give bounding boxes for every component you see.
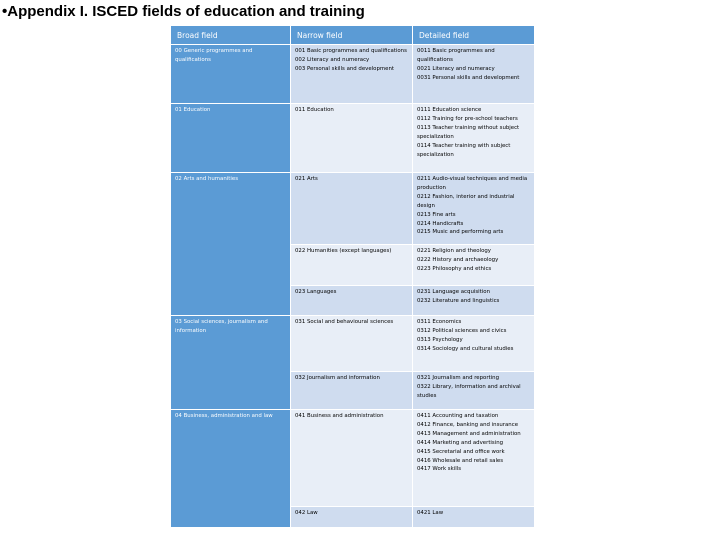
narrow-field-item: 022 Humanities (except languages): [295, 248, 392, 254]
table-row: [171, 45, 535, 104]
detailed-field-cell: [413, 173, 535, 245]
narrow-field-cell: [291, 173, 413, 245]
detailed-field-item: 0321 Journalism and reporting: [417, 375, 500, 381]
detailed-field-cell: [413, 507, 535, 528]
detailed-field-item: 0311 Economics: [417, 319, 462, 325]
narrow-field-cell: [291, 410, 413, 507]
detailed-field-cell: [413, 286, 535, 316]
broad-field-cell: 00 Generic programmes and qualifications: [171, 45, 291, 104]
detailed-field-item: 0421 Law: [417, 510, 444, 516]
narrow-field-cell: [291, 286, 413, 316]
narrow-field-item: 002 Literacy and numeracy: [295, 56, 370, 63]
detailed-field-item: 0322 Library, information and archival studies: [417, 383, 521, 399]
table-header-row: [171, 26, 535, 45]
narrow-field-cell: [291, 372, 413, 410]
narrow-field-item: 041 Business and administration: [295, 413, 384, 419]
narrow-field-cell: [291, 507, 413, 528]
table-row: [171, 316, 535, 372]
detailed-field-item: 0114 Teacher training with subject specialization: [417, 142, 511, 158]
header-narrow-field: Narrow field: [291, 26, 413, 45]
detailed-field-item: 0111 Education science: [417, 107, 482, 113]
broad-field-cell: 04 Business, administration and law: [171, 410, 291, 528]
table-row: [171, 104, 535, 173]
detailed-field-item: 0223 Philosophy and ethics: [417, 265, 492, 272]
detailed-field-item: 0414 Marketing and advertising: [417, 439, 504, 446]
detailed-field-cell: [413, 45, 535, 104]
detailed-field-item: 0411 Accounting and taxation: [417, 413, 499, 419]
detailed-field-item: 0213 Fine arts: [417, 211, 456, 218]
isced-fields-table: [170, 25, 535, 528]
detailed-field-cell: [413, 104, 535, 173]
page-title: •Appendix I. ISCED fields of education and training: [2, 3, 365, 20]
detailed-field-item: 0214 Handicrafts: [417, 220, 464, 227]
narrow-field-item: 031 Social and behavioural sciences: [295, 319, 394, 325]
detailed-field-item: 0312 Political sciences and civics: [417, 327, 507, 334]
detailed-field-item: 0313 Psychology: [417, 336, 463, 343]
detailed-field-item: 0222 History and archaeology: [417, 256, 499, 263]
detailed-field-item: 0215 Music and performing arts: [417, 229, 504, 236]
detailed-field-item: 0416 Wholesale and retail sales: [417, 457, 504, 464]
narrow-field-item: 011 Education: [295, 107, 334, 113]
narrow-field-cell: [291, 316, 413, 372]
detailed-field-cell: [413, 316, 535, 372]
header-broad-field: Broad field: [171, 26, 291, 45]
broad-field-cell: 01 Education: [171, 104, 291, 173]
narrow-field-cell: [291, 245, 413, 286]
narrow-field-item: 023 Languages: [295, 289, 337, 295]
detailed-field-item: 0231 Language acquisition: [417, 289, 490, 295]
detailed-field-item: 0112 Training for pre-school teachers: [417, 115, 518, 122]
detailed-field-item: 0412 Finance, banking and insurance: [417, 421, 519, 428]
detailed-field-item: 0417 Work skills: [417, 466, 462, 473]
table-row: [171, 173, 535, 245]
broad-field-cell: 02 Arts and humanities: [171, 173, 291, 316]
detailed-field-item: 0211 Audio-visual techniques and media production: [417, 176, 528, 191]
detailed-field-item: 0021 Literacy and numeracy: [417, 65, 495, 72]
narrow-field-cell: [291, 45, 413, 104]
detailed-field-cell: [413, 372, 535, 410]
detailed-field-item: 0415 Secretarial and office work: [417, 448, 505, 455]
narrow-field-item: 001 Basic programmes and qualifications: [295, 48, 407, 54]
narrow-field-item: 032 Journalism and information: [295, 375, 380, 381]
detailed-field-item: 0413 Management and administration: [417, 430, 521, 437]
table-row: [171, 410, 535, 507]
broad-field-cell: 03 Social sciences, journalism and information: [171, 316, 291, 410]
table-body: [171, 45, 535, 528]
narrow-field-cell: [291, 104, 413, 173]
detailed-field-cell: [413, 410, 535, 507]
detailed-field-item: 0212 Fashion, interior and industrial design: [417, 193, 515, 209]
detailed-field-item: 0113 Teacher training without subject specialization: [417, 124, 520, 140]
detailed-field-item: 0011 Basic programmes and qualifications: [417, 48, 495, 63]
detailed-field-item: 0232 Literature and linguistics: [417, 297, 500, 304]
detailed-field-item: 0031 Personal skills and development: [417, 74, 520, 81]
narrow-field-item: 042 Law: [295, 510, 318, 516]
detailed-field-cell: [413, 245, 535, 286]
narrow-field-item: 003 Personal skills and development: [295, 65, 394, 72]
narrow-field-item: 021 Arts: [295, 176, 318, 182]
header-detailed-field: Detailed field: [413, 26, 535, 45]
detailed-field-item: 0314 Sociology and cultural studies: [417, 345, 514, 352]
detailed-field-item: 0221 Religion and theology: [417, 248, 492, 254]
